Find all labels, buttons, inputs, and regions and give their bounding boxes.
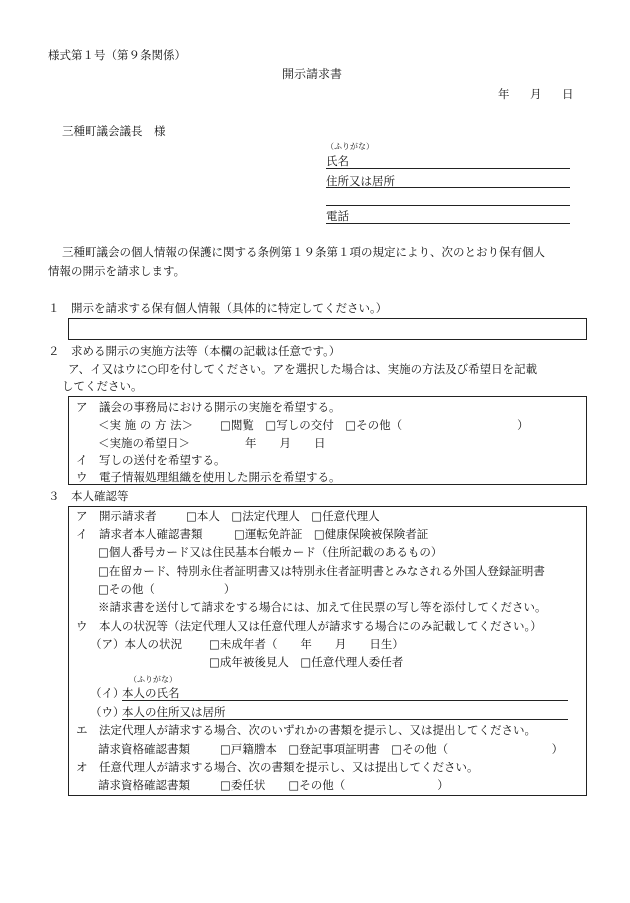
principal-status-minor[interactable]: □未成年者（ 年 月 日生）: [209, 637, 404, 651]
section3-heading: ３ 本人確認等: [48, 489, 129, 503]
principal-name-label: 本人の氏名: [122, 686, 180, 700]
id-doc-note: ※請求書を送付して請求をする場合には、加えて住民票の写し等を添付してください。: [98, 600, 547, 614]
section2-option-i[interactable]: イ 写しの送付を希望する。: [76, 453, 226, 467]
principal-furigana: （ふりがな）: [129, 675, 177, 684]
principal-address-line[interactable]: [122, 719, 568, 720]
method-options[interactable]: □閲覧 □写しの交付 □その他（ ）: [220, 418, 529, 432]
id-docs-label: イ 請求者本人確認書類: [76, 527, 203, 541]
principal-name-line[interactable]: [122, 700, 568, 701]
requester-type-label: ア 開示請求者: [76, 509, 157, 523]
id-doc-residence[interactable]: □在留カード、特別永住者証明書又は特別永住者証明書とみなされる外国人登録証明書: [98, 564, 545, 578]
method-label: ＜実 施 の 方 法＞: [98, 418, 194, 432]
requester-address-line-2[interactable]: [326, 205, 570, 206]
date-month-label: 月: [530, 87, 542, 101]
section2-option-a[interactable]: ア 議会の事務局における開示の実施を希望する。: [76, 400, 341, 414]
principal-status-label: （ア）本人の状況: [90, 637, 182, 651]
requester-furigana: （ふりがな）: [326, 142, 374, 151]
section1-heading: １ 開示を請求する保有個人情報（具体的に特定してください。）: [48, 301, 388, 315]
section2-note-1: ア、イ又はウに○印を付してください。アを選択した場合は、実施の方法及び希望日を記載: [68, 362, 538, 376]
agent-docs-label: 請求資格確認書類: [98, 778, 190, 792]
id-doc-other[interactable]: □その他（ ）: [98, 582, 236, 596]
requester-type-options[interactable]: □本人 □法定代理人 □任意代理人: [186, 509, 380, 523]
requester-address-label: 住所又は居所: [326, 174, 395, 188]
intro-line-2: 情報の開示を請求します。: [48, 264, 186, 278]
form-title: 開示請求書: [282, 67, 343, 81]
section2-heading: ２ 求める開示の実施方法等（本欄の記載は任意です。）: [48, 344, 341, 358]
requester-name-label: 氏名: [326, 154, 349, 168]
date-year-label: 年: [498, 87, 510, 101]
section1-input-box[interactable]: [68, 318, 587, 340]
legal-rep-heading: エ 法定代理人が請求する場合、次のいずれかの書類を提示し、又は提出してください。: [76, 723, 536, 737]
date-day-label: 日: [562, 87, 574, 101]
agent-heading: オ 任意代理人が請求する場合、次の書類を提示し、又は提出してください。: [76, 760, 479, 774]
legal-rep-docs-options[interactable]: □戸籍謄本 □登記事項証明書 □その他（ ）: [220, 742, 564, 756]
intro-line-1: 三種町議会の個人情報の保護に関する条例第１９条第１項の規定により、次のとおり保有個人: [62, 245, 545, 259]
addressee: 三種町議会議長 様: [62, 124, 166, 138]
requester-phone-line[interactable]: [326, 223, 570, 224]
requester-phone-label: 電話: [326, 209, 349, 223]
principal-status-heading: ウ 本人の状況等（法定代理人又は任意代理人が請求する場合にのみ記載してください。）: [76, 619, 542, 633]
date-label: ＜実施の希望日＞: [98, 436, 190, 450]
form-number: 様式第１号（第９条関係）: [48, 48, 186, 62]
section2-note-2: してください。: [62, 379, 143, 393]
date-fields[interactable]: 年 月 日: [245, 436, 326, 450]
id-doc-mynumber[interactable]: □個人番号カード又は住民基本台帳カード（住所記載のあるもの）: [98, 545, 443, 559]
principal-address-prefix: （ウ）: [90, 705, 125, 719]
agent-docs-options[interactable]: □委任状 □その他（ ）: [220, 778, 449, 792]
section3-box: [68, 506, 587, 796]
id-docs-options[interactable]: □運転免許証 □健康保険被保険者証: [234, 527, 429, 541]
legal-rep-docs-label: 請求資格確認書類: [98, 742, 190, 756]
principal-status-other[interactable]: □成年被後見人 □任意代理人委任者: [209, 655, 404, 669]
section2-option-u[interactable]: ウ 電子情報処理組織を使用した開示を希望する。: [76, 470, 341, 484]
requester-name-line[interactable]: [326, 168, 570, 169]
section2-box: [68, 396, 587, 485]
principal-address-label: 本人の住所又は居所: [122, 705, 226, 719]
principal-name-prefix: （イ）: [90, 686, 125, 700]
requester-address-line[interactable]: [326, 187, 570, 188]
